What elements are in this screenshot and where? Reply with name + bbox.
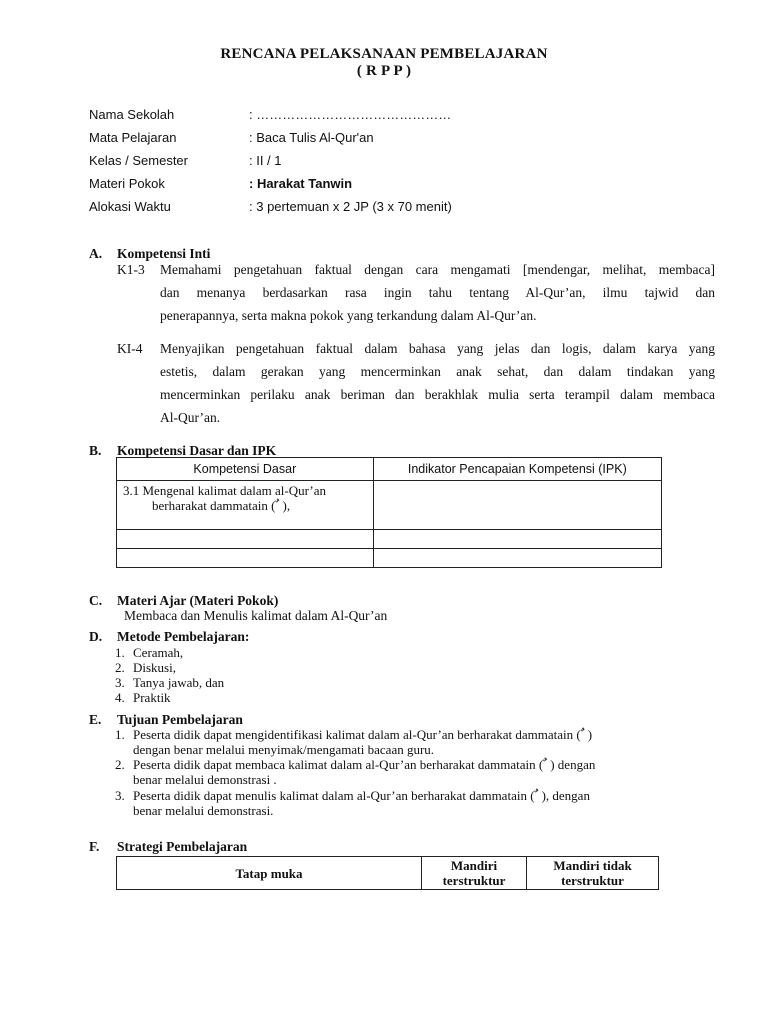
ki4-text-line: Menyajikan pengetahuan faktual dalam bahasa yang jelas dan logis, dalam karya yang xyxy=(160,341,715,356)
ipk-cell xyxy=(373,549,661,568)
kd-text-line: 3.1 Mengenal kalimat dalam al-Qur’an xyxy=(123,483,326,498)
header-line: Mandiri tidak xyxy=(553,858,632,873)
list-item: Peserta didik dapat membaca kalimat dalam al-Qur’an berharakat dammatain ( ٌ ) dengan xyxy=(133,757,596,772)
section-title: Kompetensi Inti xyxy=(117,246,211,261)
kd-ipk-table xyxy=(116,457,662,568)
list-item-number: 1. xyxy=(115,645,125,660)
column-header-kd: Kompetensi Dasar xyxy=(117,458,374,481)
identity-value: : Harakat Tanwin xyxy=(249,176,353,191)
list-item: Praktik xyxy=(133,690,171,705)
section-letter: B. xyxy=(89,443,102,458)
section-title: Metode Pembelajaran: xyxy=(117,629,250,644)
identity-value: : 3 pertemuan x 2 JP (3 x 70 menit) xyxy=(249,199,452,214)
document-title: RENCANA PELAKSANAAN PEMBELAJARAN xyxy=(220,46,548,62)
kd-cell xyxy=(117,530,374,549)
identity-label: Kelas / Semester xyxy=(89,153,188,168)
section-letter: C. xyxy=(89,593,103,608)
table-row xyxy=(117,530,662,549)
ki4-text-line: mencerminkan perilaku anak beriman dan berakhlak mulia serta terampil dalam membaca xyxy=(160,387,715,402)
identity-label: Alokasi Waktu xyxy=(89,199,171,214)
identity-value: : ……………………………………… xyxy=(249,107,452,122)
ki3-text-line: dan menanya berdasarkan rasa ingin tahu tentang Al-Qur’an, ilmu tajwid dan xyxy=(160,285,715,300)
list-item-number: 3. xyxy=(115,788,125,803)
table-row xyxy=(117,549,662,568)
section-title: Materi Ajar (Materi Pokok) xyxy=(117,593,279,608)
ki3-text-line: penerapannya, serta makna pokok yang terkandung dalam Al-Qur’an. xyxy=(160,308,537,323)
strategy-table xyxy=(116,856,659,890)
kd-cell xyxy=(117,549,374,568)
section-letter: F. xyxy=(89,839,100,854)
identity-label: Mata Pelajaran xyxy=(89,130,177,145)
ki4-text-line: Al-Qur’an. xyxy=(160,410,221,425)
ki4-text-line: estetis, dalam gerakan yang mencerminkan anak sehat, dan dalam tindakan yang xyxy=(160,364,715,379)
ipk-cell xyxy=(373,481,661,530)
list-item-continuation: benar melalui demonstrasi . xyxy=(133,772,277,787)
list-item-continuation: benar melalui demonstrasi. xyxy=(133,803,274,818)
table-header-row xyxy=(117,458,662,481)
section-title: Kompetensi Dasar dan IPK xyxy=(117,443,277,458)
header-line: terstruktur xyxy=(561,873,624,888)
materi-text: Membaca dan Menulis kalimat dalam Al-Qur’an xyxy=(124,608,388,623)
identity-label: Nama Sekolah xyxy=(89,107,175,122)
column-header-mandiri-tidak-terstruktur xyxy=(527,857,659,890)
list-item: Peserta didik dapat menulis kalimat dalam al-Qur’an berharakat dammatain ( ٌ ), dengan xyxy=(133,788,590,803)
identity-value: : Baca Tulis Al-Qur'an xyxy=(249,130,374,145)
section-title: Tujuan Pembelajaran xyxy=(117,712,243,727)
identity-value: : II / 1 xyxy=(249,153,282,168)
list-item: Peserta didik dapat mengidentifikasi kalimat dalam al-Qur’an berharakat dammatain ( ٌ ) xyxy=(133,727,593,742)
list-item-number: 2. xyxy=(115,660,125,675)
section-letter: E. xyxy=(89,712,102,727)
list-item: Diskusi, xyxy=(133,660,176,675)
identity-label: Materi Pokok xyxy=(89,176,165,191)
ipk-cell xyxy=(373,530,661,549)
kd-cell xyxy=(117,481,374,530)
ki3-text-line: Memahami pengetahuan faktual dengan cara mengamati [mendengar, melihat, membaca] xyxy=(160,262,715,277)
table-header-row xyxy=(117,857,659,890)
column-header-ipk: Indikator Pencapaian Kompetensi (IPK) xyxy=(373,458,661,481)
list-item: Ceramah, xyxy=(133,645,184,660)
header-line: Mandiri xyxy=(450,858,498,873)
kd-text-line: berharakat dammatain ( ٌ ), xyxy=(152,498,291,513)
ki3-code: K1-3 xyxy=(117,262,145,277)
list-item-number: 1. xyxy=(115,727,125,742)
table-row xyxy=(117,481,662,530)
column-header-mandiri-terstruktur xyxy=(422,857,527,890)
header-line: terstruktur xyxy=(442,873,506,888)
list-item-continuation: dengan benar melalui menyimak/mengamati bacaan guru. xyxy=(133,742,435,757)
column-header-tatap-muka: Tatap muka xyxy=(117,857,422,890)
list-item-number: 4. xyxy=(115,690,125,705)
document-subtitle: ( R P P ) xyxy=(356,63,412,79)
list-item: Tanya jawab, dan xyxy=(133,675,225,690)
ki4-code: KI-4 xyxy=(117,341,143,356)
section-title: Strategi Pembelajaran xyxy=(117,839,248,854)
list-item-number: 2. xyxy=(115,757,125,772)
list-item-number: 3. xyxy=(115,675,125,690)
section-letter: D. xyxy=(89,629,103,644)
section-letter: A. xyxy=(89,246,103,261)
